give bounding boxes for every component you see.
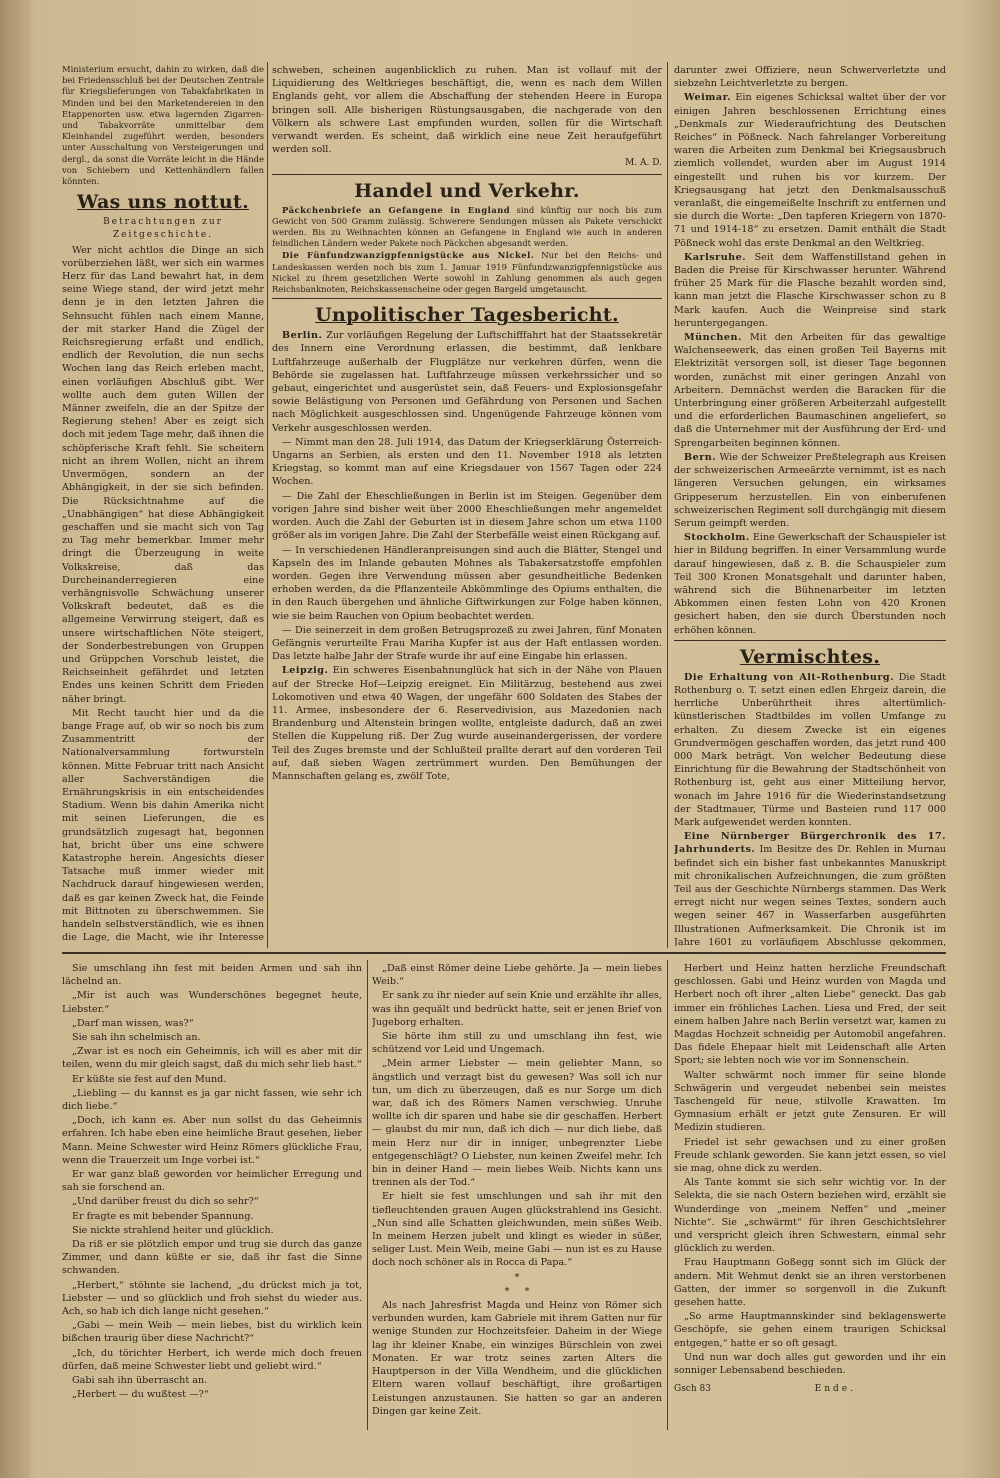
story-text: „Daß einst Römer deine Liebe gehörte. Ja — mein liebes Weib.“ [372, 963, 662, 988]
story-text: „Herbert — du wußtest —?“ [72, 1389, 209, 1401]
news-lead: Stockholm. [684, 532, 750, 544]
story-text: „Ich, du törichter Herbert, ich werde mich doch freuen dürfen, daß meine Schwester liebt und geliebt wird.“ [62, 1347, 362, 1372]
column-divider [267, 62, 268, 948]
page-edge [0, 0, 30, 1478]
story-text: „Und darüber freust du dich so sehr?“ [72, 1196, 259, 1208]
continuation-text: darunter zwei Offiziere, neun Schwerverletzte und siebzehn Leichtverletzte zu bergen. [674, 65, 946, 90]
story-text: Und nun war doch alles gut geworden und ihr ein sonniger Lebensabend beschieden. [674, 1351, 946, 1377]
story-text: „Mein armer Liebster — mein geliebter Mann, so ängstlich und verzagt bist du gewesen? Was soll ich nur tun, um dich zu überzeugen, daß es nur Sorge um dich war, daß ich des Römers Namen verschwieg. Unruhe wollte ich dir sparen und habe sie dir geschaffen. Herbert — glaubst du mir nun, daß ich dich — nur dich liebe, daß mein Herz nur dir in inniger, unbegrenzter Liebe entgegenschlägt? O Liebster, nun keinen Zweifel mehr. Ich bin in deiner Hand — mein liebes Weib. Nichts kann uns trennen als der Tod.“ [372, 1058, 662, 1189]
story-column-2 [372, 962, 662, 1430]
news-lead: Karlsruhe. [684, 251, 747, 263]
news-lead: Die Erhaltung von Alt-Rothenburg. [684, 671, 894, 683]
story-text: „Doch, ich kann es. Aber nun sollst du das Geheimnis erfahren. Ich habe eben eine heimliche Braut gesehen, lieber Mann. Meine Schwester wird Heinz Römers glückliche Frau, wenn die Trauerzeit um Inge vorbei ist.“ [62, 1115, 362, 1166]
column-divider [367, 960, 368, 1430]
story-text: Herbert und Heinz hatten herzliche Freundschaft geschlossen. Gabi und Heinz wurden von Magda und Herbert noch oft ihrer „alten Liebe“ geneckt. Das gab immer ein fröhliches Lachen. Liesa und Fred, der seit einem halben Jahre nach Berlin versetzt war, kamen zu Magdas Hochzeit schneidig per Automobil angefahren. Das fidele Ehepaar hielt mit Leidenschaft alle Arten Sport; sie lebten noch wie vor im Sonnenschein. [674, 963, 946, 1067]
heading-handel-und-verkehr: Handel und Verkehr. [354, 179, 580, 202]
news-lead: Die Fünfundzwanzigpfennigstücke aus Nickel. [282, 250, 535, 261]
author-signature: M. A. D. [625, 158, 662, 169]
column-divider [667, 62, 668, 948]
story-text: „Zwar ist es noch ein Geheimnis, ich will es aber mit dir teilen, wenn du mir gleich sagst, daß du mich sehr lieb hast.“ [62, 1046, 362, 1071]
section-rule [272, 298, 662, 299]
story-text: Er sank zu ihr nieder auf sein Knie und erzählte ihr alles, was ihn gequält und bedrückt hatte, seit er jenen Brief von Jugeborg erhalten. [372, 990, 662, 1028]
story-text: „Herbert,“ stöhnte sie lachend, „du drückst mich ja tot, Liebster — und so glücklich und froh siehst du wieder aus. Ach, so hab ich dich lange nicht gesehen.“ [62, 1279, 362, 1318]
story-text: Walter schwärmt noch immer für seine blonde Schwägerin und vergeudet nebenbei sein meistes Taschengeld für neue, stilvolle Krawatten. Im Gymnasium erhält er jetzt gute Zensuren. Er will Medizin studieren. [674, 1069, 946, 1134]
news-text: Ein schweres Eisenbahnunglück hat sich in der Nähe von Plauen auf der Strecke Hof—Leipzig ereignet. Ein Militärzug, bestehend aus zwei Lokomotiven und etwa 40 Wagen, der ungefähr 600 Soldaten des Stabes der 11. Armee, insbesondere der 6. Reservedivision, aus Mazedonien nach Brandenburg und Altenstein bringen wollte, entgleiste dadurch, daß an zwei Stellen die Kuppelung riß. Der Zug wurde auseinandergerissen, der vordere Teil des Zuges bremste und der Schlußteil prallte derart auf den vorderen Teil auf, daß sieben Wagen zertrümmert wurden. Den Bemühungen der Mannschaften gelang es, zwölf Tote, [272, 665, 662, 782]
section-rule [272, 174, 662, 175]
continuation-text: schweben, scheinen augenblicklich zu ruhen. Man ist vollauf mit der Liquidierung des Weltkrieges beschäftigt, die, wenn es nach dem Willen Englands geht, vor allem die Abschaffung der stehenden Heere in Europa bringen soll. Alle bisherigen Rüstungsausgaben, die nachgerade von den Völkern als schwere Last empfunden wurden, sollen für die Wirtschaft verwandt werden. Es scheint, daß wirklich eine neue Zeit heraufgeführt werden soll. [272, 65, 662, 156]
paragraph: Wer nicht achtlos die Dinge an sich vorüberziehen läßt, wer sich ein warmes Herz für das Land bewahrt hat, in dem seine Wiege stand, der wird jetzt mehr denn je in den letzten Jahren die Sehnsucht fühlen nach einem Manne, der mit starker Hand die Zügel der Reichsregierung erfaßt und endlich, endlich der Revolution, die nun sechs Wochen lang das Reich erleben macht, einen vorläufigen Abschluß gibt. Wer wollte auch dem guten Willen der Männer zweifeln, die an der Spitze der Regierung stehen! Aber es zeigt sich doch mit jedem Tage mehr, daß ihnen die schöpferische Kraft fehlt. Sie scheitern nicht an ihrem Wollen, nicht an ihrem Unvermögen, sondern an der Abhängigkeit, in der sie sich befinden. Die Rücksichtnahme auf die „Unabhängigen“ hat diese Abhängigkeit geschaffen und sie macht sich von Tag zu Tag mehr bemerkbar. Immer mehr dringt die Überzeugung in weite Volkskreise, daß das Durcheinanderregieren eine verhängnisvolle Schwächung unserer Volkskraft bedeutet, daß es die allgemeine Verwirrung steigert, daß es unsere wirtschaftlichen Nöte steigert, der Sonderbestrebungen von Gruppen und Grüppchen Vorschub leistet, die Reichseinheit gefährdet und letzten Endes uns keinen Schritt dem Frieden näher bringt. [62, 244, 264, 705]
news-lead: Berlin. [282, 330, 323, 342]
news-text: Ein eigenes Schicksal waltet über der vor einigen Jahren beschlossenen Errichtung eines „Denkmals zur Wiederaufrichtung des Deutschen Reiches“ in Pößneck. Nach fahrelanger Vorbereitung waren die Arbeiten zum Denkmal bei Kriegsausbruch ziemlich vollendet, wurden aber im August 1914 eingestellt und ruhen bis vor kurzem. Der Kriegsausgang hat jetzt den Denkmalsausschuß veranlaßt, die eingemeißelte Inschrift zu entfernen und sie durch die Worte: „Den tapferen Kriegern von 1870-71 und 1914-18“ zu ersetzen. Damit enthält die Stadt Pößneck wohl das erste Denkmal an den Weltkrieg. [674, 92, 946, 249]
story-text: „Gabi — mein Weib — mein liebes, bist du wirklich kein bißchen traurig über diese Nachricht?“ [62, 1320, 362, 1345]
story-text: Er hielt sie fest umschlungen und sah ihr mit den tiefleuchtenden grauen Augen glückstrahlend ins Gesicht. „Nun sind alle Schatten gleichwunden, mein süßes Weib. In meinem Herzen jubelt und klingt es wieder in süßer, seliger Lust. Mein Weib, meine Gabi — nun ist es zu Hause doch noch schöner als in Rocca di Papa.“ [372, 1191, 662, 1269]
news-text: — Die Zahl der Eheschließungen in Berlin ist im Steigen. Gegenüber dem vorigen Jahre sind bisher weit über 2000 Eheschließungen mehr angemeldet worden. Auch die Zahl der Geburten ist in diesem Jahre schon um etwa 1100 größer als im vorigen Jahre. Die Zahl der Sterbefälle weist einen Rückgang auf. [272, 490, 662, 542]
news-text: Wie der Schweizer Preßtelegraph aus Kreisen der schweizerischen Armeeärzte vernimmt, ist es nach längeren Versuchen gelungen, ein wirksames Grippeserum herzustellen. Ein von einberufenen schweizerischen Regiment soll durchgängig mit diesem Serum geimpft werden. [674, 451, 946, 529]
story-text: Als nach Jahresfrist Magda und Heinz von Römer sich verbunden wurden, kam Gabriele mit ihrem Gatten nur für wenige Stunden zur Hochzeitsfeier. Daheim in der Wiege lag ihr kleiner Knabe, ein winziges Bürschlein von zwei Monaten. Er war trotz seines zarten Alters die Hauptperson in der Villa Wendheim, und die glücklichen Eltern waren vollauf beschäftigt, ihre großartigen Leistungen anzustaunen. Sie hatten so gar an anderen Dingen gar keine Zeit. [372, 1300, 662, 1417]
story-end: Ende. [814, 1384, 856, 1395]
section-asterisk: * [514, 1271, 520, 1283]
news-text: Seit dem Waffenstillstand gehen in Baden die Preise für Kirschwasser herunter. Während früher 25 Mark für die Flasche bezahlt worden sind, kann man jetzt die Flasche Kirschwasser schon zu 8 Mark kaufen. Auch die Weinpreise sind stark heruntergegangen. [674, 251, 946, 329]
story-text: „So arme Hauptmannskinder sind beklagenswerte Geschöpfe, sie gehen einem traurigen Schicksal entgegen,“ hatte er so oft gesagt. [674, 1311, 946, 1349]
news-text: — Nimmt man den 28. Juli 1914, das Datum der Kriegserklärung Österreich-Ungarns an Serbien, als ersten und den 11. November 1918 als letzten Kriegstag, so kommt man auf eine Kriegsdauer von 1567 Tagen oder 224 Wochen. [272, 436, 662, 488]
section-asterisk: * * [504, 1285, 530, 1297]
column-2 [272, 64, 662, 946]
column-1 [62, 64, 264, 946]
story-text: Er war ganz blaß geworden vor heimlicher Erregung und sah sie forschend an. [62, 1169, 362, 1194]
news-lead: Eine Nürnberger Bürgerchronik des 17. Jahrhunderts. [674, 831, 946, 856]
subheading-zeitgeschichte: Betrachtungen zur Zeitgeschichte. [103, 217, 223, 241]
news-text: — In verschiedenen Händleranpreisungen sind auch die Blätter, Stengel und Kapseln des im Inlande gebauten Mohnes als Tabakersatzstoffe empfohlen worden. Gegen ihre Verwendung müssen aber gesundheitliche Bedenken erhoben werden, da die Pflanzenteile Abkömmlinge des Opiums enthalten, die in den Rauch übergehen und ähnliche Giftwirkungen zur Folge haben können, wie sie beim Rauchen von Opium beobachtet werden. [272, 544, 662, 622]
story-text: Gabi sah ihn überrascht an. [72, 1375, 208, 1387]
story-text: Da riß er sie plötzlich empor und trug sie durch das ganze Zimmer, und dann küßte er sie, daß ihr fast die Sinne schwanden. [62, 1239, 362, 1277]
story-text: Sie umschlang ihn fest mit beiden Armen und sah ihn lächelnd an. [62, 963, 362, 988]
story-text: „Darf man wissen, was?“ [72, 1017, 194, 1029]
column-divider [667, 960, 668, 1430]
news-text: — Die seinerzeit in dem großen Betrugsprozeß zu zwei Jahren, fünf Monaten Gefängnis verurteilte Frau Mariha Kupfer ist aus der Haft entlassen worden. Das letzte halbe Jahr der Strafe wurde ihr auf eine Eingabe hin erlassen. [272, 624, 662, 663]
news-text: Mit den Arbeiten für das gewaltige Walchenseewerk, das einen großen Teil Bayerns mit Elektrizität versorgen soll, ist dieser Tage begonnen worden, zunächst mit einer geringen Anzahl von Arbeitern. Demnächst werden die Baracken für die Unterbringung einer größeren Arbeiterzahl aufgestellt und die erforderlichen Baumaschinen angeliefert, so daß die Unternehmer mit der Ausführung der Erd- und Sprengarbeiten beginnen können. [674, 332, 946, 449]
story-text: Frau Hauptmann Goßegg sonnt sich im Glück der andern. Mit Wehmut denkt sie an ihren verstorbenen Gatten, der immer so sorgenvoll in die Zukunft gesehen hatte. [674, 1257, 946, 1309]
news-text: sind künftig nur noch bis zum Gewicht von 500 Gramm zulässig. Schwerere Sendungen müssen als Pakete verschickt werden. Bis zu Weihnachten können an Gefangene in England wie auch in anderen feindlichen Ländern weder Pakete noch Päckchen abgesandt werden. [272, 204, 662, 249]
story-column-1 [62, 962, 362, 1430]
column-3 [674, 64, 946, 946]
story-text: „Mir ist auch was Wunderschönes begegnet heute, Liebster.“ [62, 990, 362, 1015]
story-text: Sie sah ihn schelmisch an. [72, 1032, 201, 1044]
story-text: Friedel ist sehr gewachsen und zu einer großen Freude schlank geworden. Sie kann jetzt essen, so viel sie mag, ohne dick zu werden. [674, 1136, 946, 1175]
news-text: Die Stadt Rothenburg o. T. setzt einen edlen Ehrgeiz darein, die herrliche Unberührtheit ihres altertümlich-künstlerischen Stadtbildes im vollen Umfange zu erhalten. Zu diesem Zwecke ist ein eigenes Grundvermögen geschaffen worden, das jetzt rund 400 000 Mark beträgt. Von welcher Bedeutung diese Einrichtung für die Bewahrung der Stadtschönheit von Rothenburg ist, geht aus einer Mitteilung hervor, wonach im Jahre 1916 für die Wiederinstandsetzung der Stadtmauer, Türme und Basteien rund 117 000 Mark aufgewendet werden konnten. [674, 671, 946, 828]
news-lead: Leipzig. [282, 665, 329, 677]
print-mark: Gsch 83 [674, 1384, 711, 1395]
news-text: Zur vorläufigen Regelung der Luftschifffahrt hat der Staatssekretär des Innern eine Verordnung erlassen, die bestimmt, daß lenkbare Luftfahrzeuge außerhalb der Flugplätze nur verkehren dürfen, wenn die Behörde sie zugelassen hat. Luftfahrzeuge müssen verkehrssicher und so gebaut, eingerichtet und ausgerüstet sein, daß Feuers- und Explosionsgefahr sowie Belästigung von Personen und Gefährdung von Personen und Sachen nach Möglichkeit ausgeschlossen sind. Ungenügende Fahrzeuge können vom Verkehr ausgeschlossen werden. [272, 330, 662, 434]
story-text: Sie hörte ihm still zu und umschlang ihn fest, wie schützend vor Leid und Ungemach. [372, 1031, 662, 1056]
heading-vermischtes: Vermischtes. [739, 645, 881, 668]
story-text: Sie nickte strahlend heiter und glücklich. [72, 1224, 274, 1236]
heading-was-uns-nottut: Was uns nottut. [77, 191, 249, 214]
story-text: Als Tante kommt sie sich sehr wichtig vor. In der Selekta, die sie nach Ostern beziehen wird, erzählt sie Wunderdinge von „meinem Neffen“ und „meiner Nichte“. Sie „schwärmt“ für ihren Geschichtslehrer und verspricht gleich ihren Schwestern, einmal sehr glücklich zu werden. [674, 1177, 946, 1255]
feuilleton-divider [62, 952, 946, 954]
paragraph: Mit Recht taucht hier und da die bange Frage auf, ob wir so noch bis zum Zusammentritt der Nationalversammlung fortwursteln können. Mitte Februar tritt nach Ansicht aller Sachverständigen die Ernährungskrisis in ein entscheidendes Stadium. Wenn bis dahin Amerika nicht mit seinen Lieferungen, die es grundsätzlich zugesagt hat, begonnen hat, bricht über uns eine schwere Katastrophe herein. Angesichts dieser Tatsache muß immer wieder mit Nachdruck darauf hingewiesen werden, daß es gar keinen Zweck hat, die Feinde mit Bittnoten zu überschwemmen. Sie handeln selbstverständlich, wie es ihnen die Lage, die Macht, wie ihr Interesse [62, 707, 264, 944]
section-rule [674, 640, 946, 641]
story-text: „Liebling — du kannst es ja gar nicht fassen, wie sehr ich dich liebe.“ [62, 1087, 362, 1113]
news-lead: Bern. [684, 451, 717, 463]
news-text: Im Besitze des Dr. Rehlen in Murnau befindet sich ein bisher fast unbekanntes Manuskript mit chronikalischen Aufzeichnungen, die zum größten Teil aus der Geschichte Nürnbergs stammen. Das Werk erregt nicht nur wegen seines Textes, sondern auch wegen seiner 467 in Wasserfarben ausgeführten Illustrationen Aufmerksamkeit. Die Chronik ist im Jahre 1601 zu vorläufigem Abschlusse gekommen, [674, 844, 946, 946]
news-lead: Weimar. [684, 92, 732, 104]
story-text: Er fragte es mit bebender Spannung. [72, 1210, 254, 1222]
intro-text: Ministerium ersucht, dahin zu wirken, daß die bei Friedensschluß bei der Deutschen Zentrale für Kriegslieferungen von Tabakfabrikaten in Minden und bei den Marketendereien in den Etappenorten usw. etwa lagernden Zigarren- und Tabakvorräte unmittelbar dem Kleinhandel zugeführt werden, besonders unter Ausschaltung von Versteigerungen und dergl., da sonst die Vorräte leicht in die Hände von Schiebern und Kettenhändlern fallen könnten. [62, 64, 264, 187]
news-lead: München. [684, 332, 742, 344]
heading-unpolitischer-tagesbericht: Unpolitischer Tagesbericht. [315, 304, 619, 327]
story-column-3 [674, 962, 946, 1430]
news-text: Nur bei den Reichs- und Landeskassen werden noch bis zum 1. Januar 1919 Fünfundzwanzigpfennigstücke aus Nickel zu ihrem gesetzlichen Werte sowohl in Zahlung genommen als auch gegen Reichsbanknoten, Reichskassenscheine oder gegen Bargeld umgetauscht. [272, 250, 662, 295]
story-text: Er küßte sie fest auf den Mund. [72, 1073, 227, 1085]
news-text: Eine Gewerkschaft der Schauspieler ist hier in Bildung begriffen. In einer Versammlung wurde darauf hingewiesen, daß z. B. die Schauspieler zum Teil 300 Kronen Monatsgehalt und darunter haben, während sich die Bühnenarbeiter im letzten Abkommen einen festen Lohn von 420 Kronen gesichert haben, den sie durch Überstunden noch erhöhen können. [674, 532, 946, 636]
news-lead: Päckchenbriefe an Gefangene in England [282, 204, 511, 215]
